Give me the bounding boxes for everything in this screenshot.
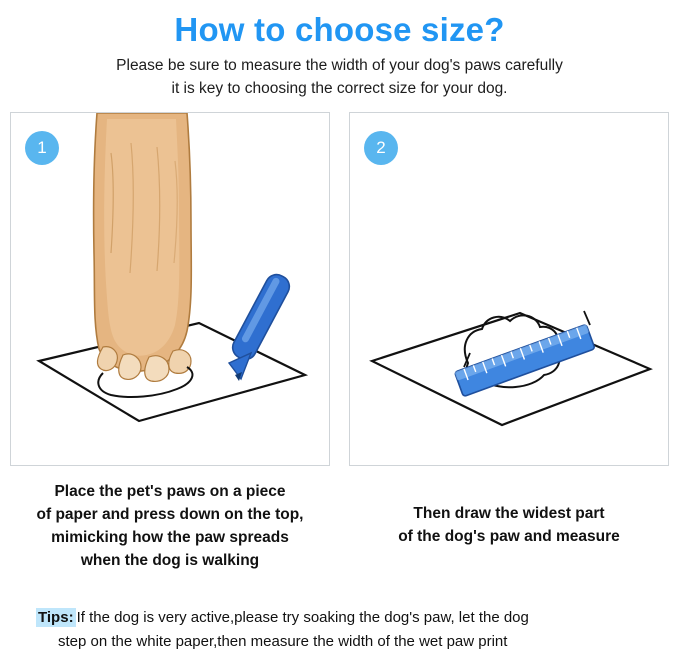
caption-1-line-4: when the dog is walking xyxy=(80,552,260,569)
tips-label: Tips: xyxy=(38,609,74,626)
page-title: How to choose size? xyxy=(174,11,505,48)
dog-paw-icon xyxy=(94,113,192,381)
caption-step-2 xyxy=(349,480,669,572)
caption-1-line-2: of paper and press down on the top, xyxy=(36,506,304,523)
subtitle-line-1: Please be sure to measure the width of your dog's paws carefully xyxy=(116,57,563,74)
illustration-panels xyxy=(0,112,679,466)
caption-2-line-2: of the dog's paw and measure xyxy=(398,528,620,545)
page-subtitle xyxy=(0,54,679,100)
step-badge-2: 2 xyxy=(364,131,398,165)
caption-step-1 xyxy=(10,480,330,572)
step-badge-1: 1 xyxy=(25,131,59,165)
tips-text-1: If the dog is very active,please try soaking the dog's paw, let the dog xyxy=(76,609,529,626)
panel-captions xyxy=(0,480,679,572)
panel-step-2 xyxy=(349,112,669,466)
step-1-illustration xyxy=(11,113,330,466)
tips-line-2: step on the white paper,then measure the width of the wet paw print xyxy=(58,633,508,650)
caption-1-line-1: Place the pet's paws on a piece xyxy=(54,483,286,500)
tips-line-1 xyxy=(36,606,655,630)
panel-step-1 xyxy=(10,112,330,466)
subtitle-line-2: it is key to choosing the correct size for your dog. xyxy=(171,80,508,97)
step-2-illustration xyxy=(350,113,669,466)
infographic-page xyxy=(0,4,679,660)
caption-2-line-1: Then draw the widest part xyxy=(413,505,605,522)
tips-note xyxy=(36,606,655,654)
caption-1-line-3: mimicking how the paw spreads xyxy=(51,529,289,546)
